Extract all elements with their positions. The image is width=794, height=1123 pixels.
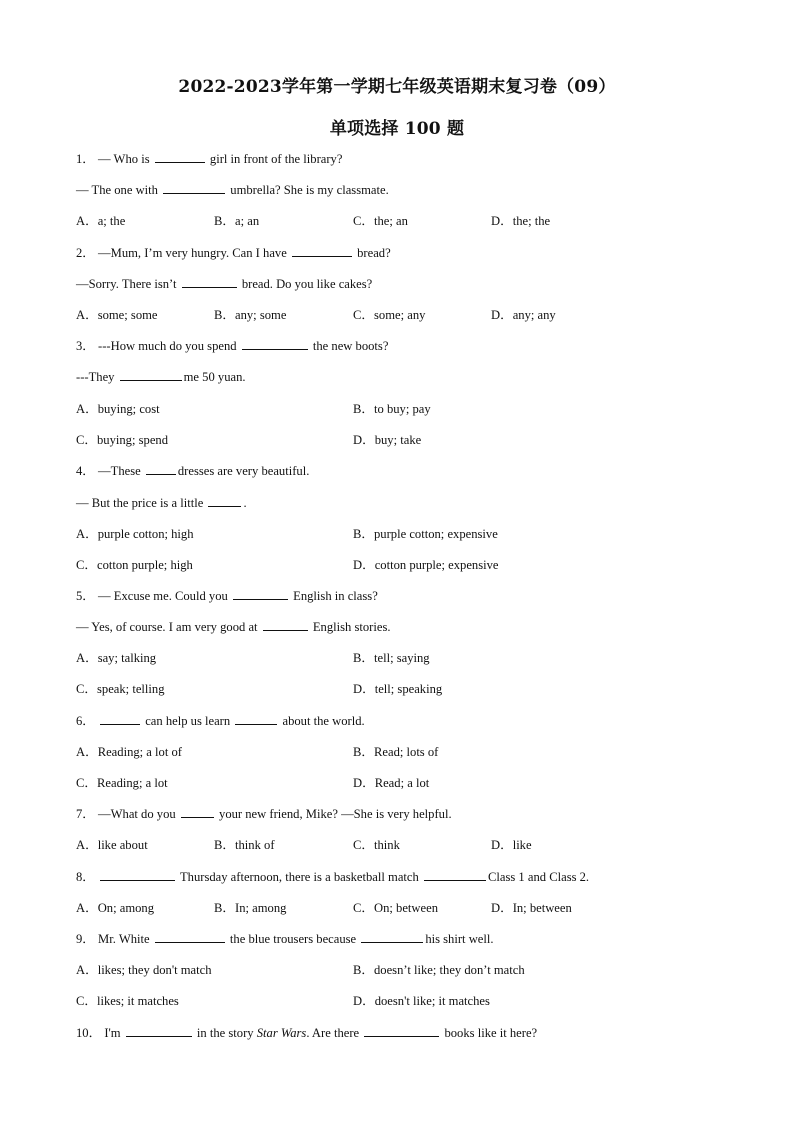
- question-9-option-d: D．doesn't like; it matches: [353, 994, 490, 1008]
- answer-blank: [155, 931, 225, 943]
- question-5-stem-line2: — Yes, of course. I am very good at English stories.: [76, 620, 391, 634]
- question-9-option-b: B．doesn’t like; they don’t match: [353, 963, 525, 977]
- answer-blank: [126, 1025, 192, 1037]
- answer-blank: [242, 338, 308, 350]
- question-1-stem: 1． — Who is girl in front of the library?: [76, 152, 343, 166]
- question-2-option-a: A．some; some: [76, 308, 158, 322]
- question-7-option-d: D．like: [491, 838, 532, 852]
- question-6-option-d: D．Read; a lot: [353, 776, 430, 790]
- question-9-option-c: C．likes; it matches: [76, 994, 179, 1008]
- answer-blank: [155, 151, 205, 163]
- question-3-option-a: A．buying; cost: [76, 402, 160, 416]
- question-5-option-c: C．speak; telling: [76, 682, 165, 696]
- answer-blank: [120, 369, 182, 381]
- question-8-option-d: D．In; between: [491, 901, 572, 915]
- question-3-stem: 3． ---How much do you spend the new boots?: [76, 339, 389, 353]
- question-7-option-b: B．think of: [214, 838, 275, 852]
- answer-blank: [364, 1025, 439, 1037]
- answer-blank: [292, 245, 352, 257]
- question-3-option-c: C．buying; spend: [76, 433, 169, 447]
- question-5-option-d: D．tell; speaking: [353, 682, 443, 696]
- question-4-option-d: D．cotton purple; expensive: [353, 558, 499, 572]
- question-2-option-c: C．some; any: [353, 308, 426, 322]
- question-8-option-b: B．In; among: [214, 901, 287, 915]
- question-2-option-d: D．any; any: [491, 308, 556, 322]
- question-8-stem: 8． Thursday afternoon, there is a basketball match Class 1 and Class 2.: [76, 870, 590, 884]
- question-3-stem-line2: ---They me 50 yuan.: [76, 370, 246, 384]
- question-5-stem: 5． — Excuse me. Could you English in class?: [76, 589, 378, 603]
- answer-blank: [163, 182, 225, 194]
- question-1-option-b: B．a; an: [214, 214, 260, 228]
- question-5-option-b: B．tell; saying: [353, 651, 430, 665]
- answer-blank: [361, 931, 423, 943]
- answer-blank: [424, 869, 486, 881]
- question-7-option-c: C．think: [353, 838, 400, 852]
- answer-blank: [181, 806, 214, 818]
- question-1-stem-line2: — The one with umbrella? She is my classmate.: [76, 183, 389, 197]
- question-2-stem: 2． —Mum, I’m very hungry. Can I have bread?: [76, 246, 391, 260]
- question-7-stem: 7． —What do you your new friend, Mike? —She is very helpful.: [76, 807, 452, 821]
- answer-blank: [182, 276, 237, 288]
- book-title: Star Wars: [256, 1026, 307, 1040]
- answer-blank: [100, 869, 175, 881]
- question-2-option-b: B．any; some: [214, 308, 287, 322]
- question-2-stem-line2: —Sorry. There isn’t bread. Do you like cakes?: [76, 277, 373, 291]
- question-4-stem-line2: — But the price is a little .: [76, 496, 247, 510]
- question-6-option-b: B．Read; lots of: [353, 745, 439, 759]
- question-4-option-b: B．purple cotton; expensive: [353, 527, 498, 541]
- question-10-stem: 10． I'm in the story Star Wars. Are there books like it here?: [76, 1026, 538, 1040]
- question-8-option-a: A．On; among: [76, 901, 155, 915]
- answer-blank: [208, 495, 241, 507]
- question-1-option-a: A．a; the: [76, 214, 126, 228]
- question-4-option-a: A．purple cotton; high: [76, 527, 194, 541]
- question-6-option-c: C．Reading; a lot: [76, 776, 168, 790]
- answer-blank: [100, 713, 140, 725]
- answer-blank: [146, 463, 176, 475]
- question-3-option-b: B．to buy; pay: [353, 402, 431, 416]
- question-4-stem: 4． —These dresses are very beautiful.: [76, 464, 310, 478]
- section-title: 单项选择 100 题: [329, 119, 465, 139]
- page-title: 2022-2023学年第一学期七年级英语期末复习卷（09）: [178, 77, 616, 97]
- question-6-stem: 6． can help us learn about the world.: [76, 714, 365, 728]
- question-1-option-c: C．the; an: [353, 214, 408, 228]
- question-6-option-a: A．Reading; a lot of: [76, 745, 182, 759]
- answer-blank: [235, 713, 277, 725]
- question-7-option-a: A．like about: [76, 838, 148, 852]
- question-9-stem: 9． Mr. White the blue trousers because his shirt well.: [76, 932, 494, 946]
- question-3-option-d: D．buy; take: [353, 433, 422, 447]
- answer-blank: [263, 619, 308, 631]
- question-5-option-a: A．say; talking: [76, 651, 157, 665]
- question-9-option-a: A．likes; they don't match: [76, 963, 212, 977]
- question-4-option-c: C．cotton purple; high: [76, 558, 193, 572]
- question-8-option-c: C．On; between: [353, 901, 438, 915]
- question-1-option-d: D．the; the: [491, 214, 551, 228]
- answer-blank: [233, 588, 288, 600]
